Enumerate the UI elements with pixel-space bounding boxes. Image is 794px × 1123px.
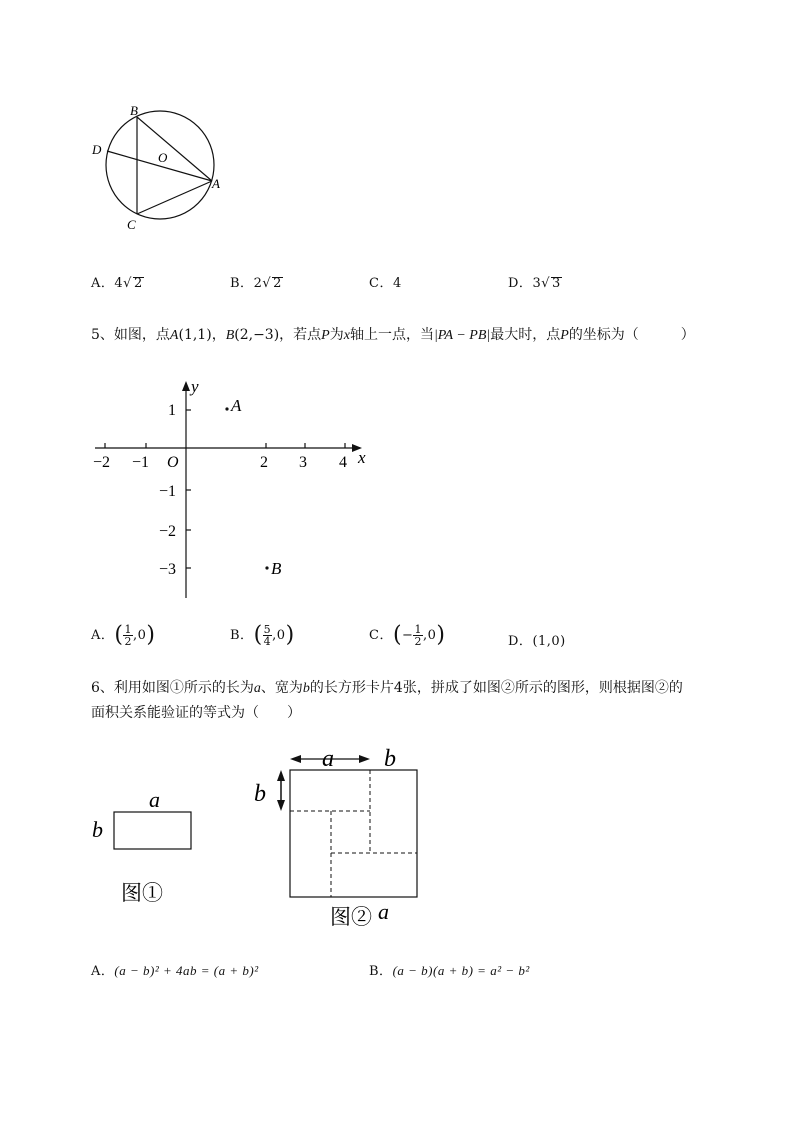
fig2-top-b: b [384,746,396,772]
fig2-top-a: a [322,746,334,772]
q5-option-d: D．(1,0) [508,634,566,649]
x-tick-label: 3 [299,454,307,471]
q6-option-a: A．(a − b)² + 4ab = (a + b)² [91,963,259,979]
point-b-label: B [271,559,282,578]
q4-option-c: C．4 [369,276,402,291]
y-axis-label: y [191,377,199,396]
label-O: O [158,150,168,165]
label-A: A [212,176,220,191]
y-tick-label: −2 [159,523,177,540]
fig1-top-label: a [149,787,160,812]
q6-question [91,676,741,725]
x-tick-label: −2 [93,454,111,471]
card-dividers [290,770,417,897]
figure-2 [250,740,440,935]
y-axis-arrow [182,381,190,391]
x-tick-label: 2 [260,454,268,471]
a-right-arrow [359,755,370,763]
fig1-side-label: b [92,817,103,842]
point-b [265,566,268,569]
b-bottom-arrow [277,800,285,811]
fig2-side-b: b [254,781,266,807]
a-left-arrow [290,755,301,763]
point-a [225,407,228,410]
q4-option-a: A．4√ 2 [91,276,143,291]
q6-line-1: 6、利用如图①所示的长为a、宽为b的长方形卡片4张，拼成了如图②所示的图形，则根据图②的 [91,680,683,696]
q6-line-2: 面积关系能验证的等式为（ ） [91,705,301,721]
label-B: B [130,103,138,118]
x-tick-label: −1 [132,454,150,471]
x-tick-marks [105,443,345,448]
q5-question: 5、如图，点A(1,1)，B(2,−3)，若点P为x轴上一点，当|PA − PB|最大时，点P的坐标为（ ） [91,327,695,343]
b-top-arrow [277,770,285,781]
fig2-caption: 图② [330,905,372,929]
outer-square [290,770,417,897]
figure-1 [88,785,208,910]
y-tick-label: −3 [159,561,177,578]
y-tick-label: −1 [159,483,177,500]
fig2-caption-a: a [378,899,389,924]
x-axis-label: x [358,448,366,467]
card-rectangle [114,812,191,849]
q4-option-d: D．3√ 3 [508,276,561,291]
q6-option-b: B．(a − b)(a + b) = a² − b² [369,963,530,979]
coordinate-graph [85,375,380,605]
point-a-label: A [231,396,242,415]
y-tick-label: 1 [168,402,176,419]
q5-option-b: B．( $\frac{5}{4}$ ,0) [230,622,295,648]
label-C: C [127,217,136,232]
q4-option-b: B．2√ 2 [230,276,282,291]
circle-figure [88,100,228,235]
label-D: D [92,142,102,157]
y-tick-marks [186,410,191,568]
x-tick-label: 4 [339,454,347,471]
circle [106,111,214,219]
chord-CA [137,181,212,214]
q5-option-a: A．( $\frac{1}{2}$ ,0) [91,622,156,648]
q5-option-c: C．(− $\frac{1}{2}$ ,0) [369,622,446,648]
chord-BA [137,117,212,181]
origin-label: O [167,454,179,471]
fig1-caption: 图① [121,881,163,905]
